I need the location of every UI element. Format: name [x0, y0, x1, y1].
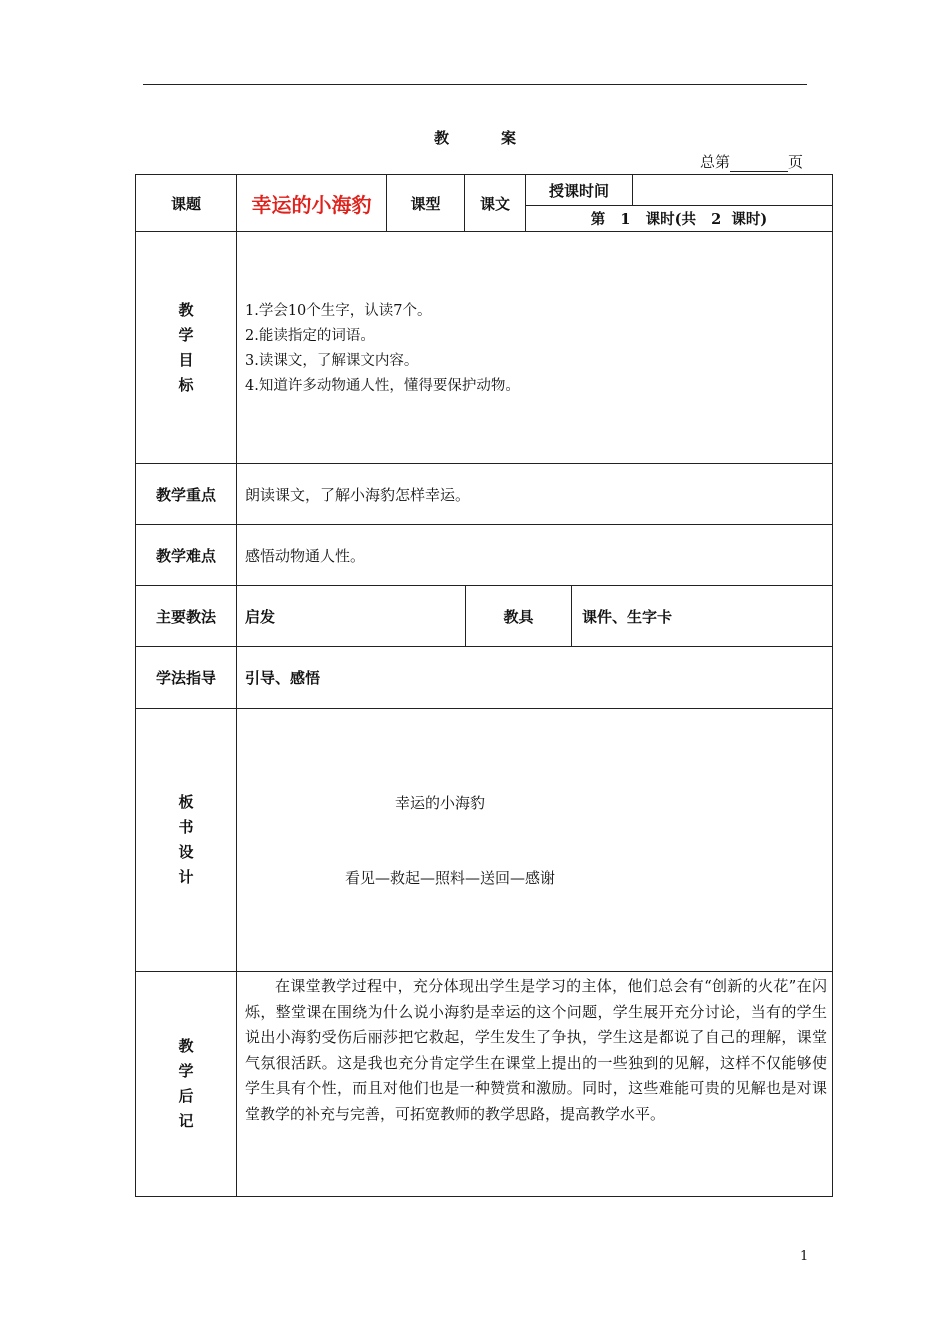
tools-value: 课件、生字卡 — [582, 607, 673, 626]
focus-label: 教学重点 — [155, 485, 216, 504]
focus-value: 朗读课文，了解小海豹怎样幸运。 — [245, 485, 471, 504]
page-total-blank — [730, 159, 788, 172]
goal-item: 2.能读指定的词语。 — [245, 328, 375, 344]
type-label: 课型 — [410, 194, 441, 213]
page-number: 1 — [800, 1249, 809, 1264]
page-total — [700, 151, 803, 172]
goal-item: 4.知道许多动物通人性，懂得要保护动物。 — [245, 378, 520, 394]
period-text: 第 1 课时(共 2 课时) — [590, 211, 768, 228]
board-label — [136, 709, 236, 971]
goals-list — [245, 299, 520, 399]
method-value: 启发 — [245, 607, 276, 626]
board-label-char: 计 — [178, 868, 194, 886]
method-divider — [571, 585, 572, 646]
reflection-label-char: 记 — [178, 1112, 194, 1130]
type-value: 课文 — [479, 194, 510, 213]
tools-label: 教具 — [503, 607, 534, 626]
header-rule — [143, 84, 807, 85]
time-value — [633, 175, 832, 205]
time-label: 授课时间 — [548, 181, 609, 200]
goals-label — [136, 232, 236, 463]
board-label-char: 设 — [178, 843, 194, 861]
page-total-prefix: 总第 — [700, 153, 731, 171]
label-column-divider — [236, 174, 237, 1197]
reflection-label-char: 后 — [178, 1087, 194, 1105]
method-label: 主要教法 — [155, 607, 216, 626]
reflection-label-char: 学 — [178, 1062, 194, 1080]
difficulty-value: 感悟动物通人性。 — [245, 546, 366, 565]
lesson-title: 幸运的小海豹 — [251, 192, 372, 217]
table-border-bottom — [135, 1196, 833, 1197]
goals-label-char: 标 — [178, 375, 194, 394]
guidance-label: 学法指导 — [155, 669, 216, 687]
row-line — [135, 231, 833, 232]
board-label-char: 书 — [178, 818, 194, 836]
topic-label: 课题 — [170, 194, 201, 213]
reflection-label — [136, 972, 236, 1196]
topic-value — [237, 175, 386, 231]
goals-label-char: 教 — [178, 300, 194, 319]
document-title — [0, 127, 950, 148]
reflection-text: 在课堂教学过程中，充分体现出学生是学习的主体，他们总会有“创新的火花”在闪烁，整堂课在围绕为什么说小海豹是幸运的这个问题，学生展开充分讨论，当有的学生说出小海豹受伤后丽莎把它救起，学生发生了争执，学生这是都说了自己的理解，课堂气氛很活跃。这是我也充分肯定学生在课堂上提出的一些独到的见解，这样不仅能够使学生具有个性，而且对他们也是一种赞赏和激励。同时，这些难能可贵的见解也是对课堂教学的补充与完善，可拓宽教师的教学思路，提高教学水平。 — [245, 977, 827, 1123]
reflection-label-char: 教 — [178, 1037, 194, 1055]
title-char: 案 — [501, 129, 517, 147]
guidance-value: 引导、感悟 — [245, 669, 321, 687]
difficulty-label: 教学难点 — [155, 546, 216, 565]
page-total-suffix: 页 — [788, 153, 804, 171]
title-char: 教 — [433, 129, 449, 147]
board-label-char: 板 — [178, 793, 194, 811]
goal-item: 3.读课文，了解课文内容。 — [245, 353, 419, 369]
board-flow: 看见—救起—照料—送回—感谢 — [345, 869, 556, 887]
goals-label-char: 学 — [178, 325, 194, 344]
board-title: 幸运的小海豹 — [395, 794, 486, 812]
goal-item: 1.学会10个生字，认读7个。 — [245, 303, 432, 319]
row-line — [135, 708, 833, 709]
table-border-right — [832, 174, 833, 1197]
goals-label-char: 目 — [178, 350, 194, 369]
row-line — [135, 971, 833, 972]
